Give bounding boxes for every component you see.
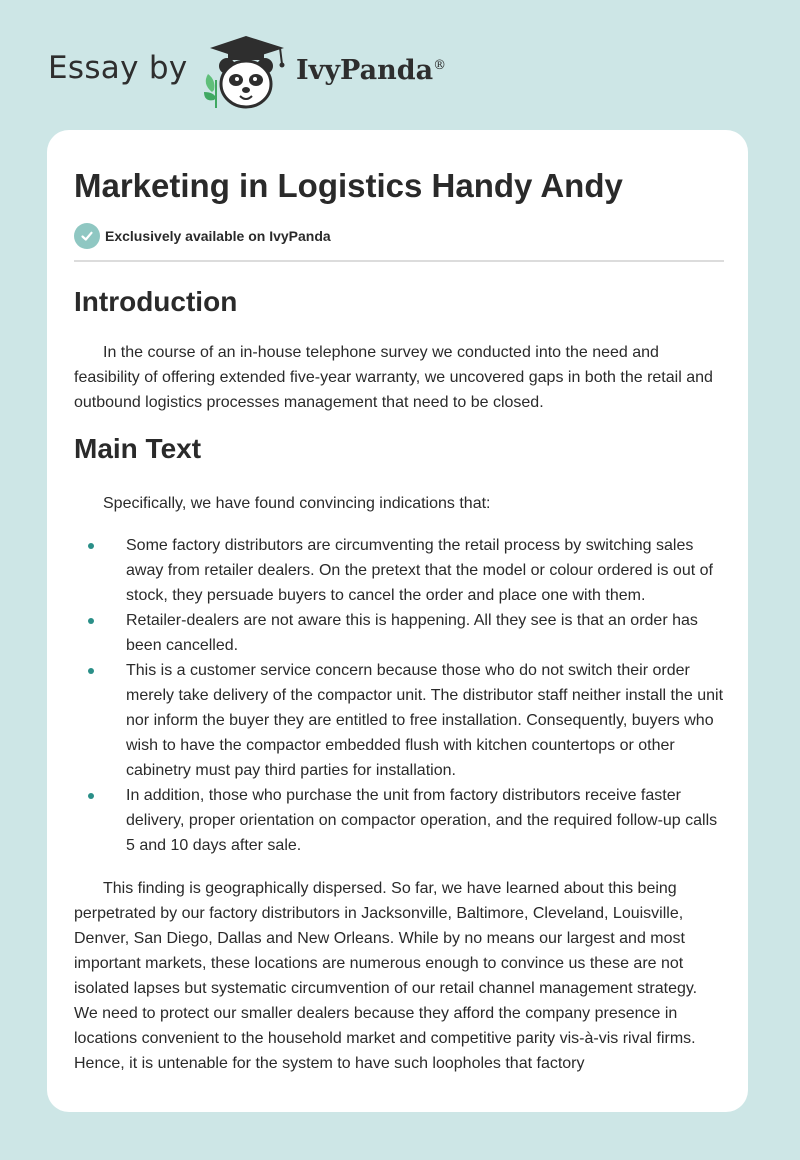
check-icon [74, 223, 100, 249]
brand-name[interactable]: IvyPanda® [296, 55, 447, 86]
page-title: Marketing in Logistics Handy Andy [74, 167, 623, 204]
panda-logo-icon[interactable] [200, 32, 292, 112]
intro-paragraph: In the course of an in-house telephone survey we conducted into the need and feasibility of offering extended five-year warranty, we uncovered gaps in both the retail and outbound logistics processes management that need to be closed. [74, 344, 713, 411]
lead-paragraph: Specifically, we have found convincing indications that: [103, 495, 491, 512]
list-item-text: Some factory distributors are circumventing the retail process by switching sales away from retailer dealers. On the pretext that the model or colour ordered is out of stock, they persuade buyers to cancel the order and place one with them. [126, 537, 713, 604]
findings-paragraph: This finding is geographically dispersed. So far, we have learned about this being perpetrated by our factory distributors in Jacksonville, Baltimore, Cleveland, Louisville, Denver, San Diego, Dallas and New Orleans. While by no means our largest and most important markets, these locations are numerous enough to convince us these are not isolated lapses but systematic circumvention of our retail channel management strategy. We need to protect our smaller dealers because they afford the company presence in locations convenient to the household market and competitive parity vis-à-vis rival firms. Hence, it is untenable for the system to have such loopholes that factory [74, 880, 698, 1072]
findings-list [74, 533, 724, 858]
list-item-text: In addition, those who purchase the unit from factory distributors receive faster delivery, proper orientation on compactor operation, and the required follow-up calls 5 and 10 days after sale. [126, 787, 718, 854]
essay-by-label: Essay by [48, 50, 188, 86]
bullet-icon [88, 618, 94, 624]
essay-card [47, 130, 748, 1112]
site-header [0, 0, 800, 120]
exclusive-label: Exclusively available on IvyPanda [105, 228, 331, 244]
list-item-text: Retailer-dealers are not aware this is happening. All they see is that an order has been cancelled. [126, 612, 698, 654]
list-item [74, 658, 724, 783]
section-heading-introduction: Introduction [74, 286, 238, 317]
list-item [74, 533, 724, 608]
bullet-icon [88, 668, 94, 674]
registered-mark: ® [433, 58, 447, 73]
list-item [74, 783, 724, 858]
exclusive-badge [74, 222, 724, 250]
essay-content [74, 130, 724, 1076]
list-item [74, 608, 724, 658]
bullet-icon [88, 793, 94, 799]
list-item-text: This is a customer service concern because those who do not switch their order merely take delivery of the compactor unit. The distributor staff neither install the unit nor inform the buyer they are entitled to free installation. Consequently, buyers who wish to have the compactor embedded flush with kitchen countertops or other cabinetry must pay third parties for installation. [126, 662, 724, 779]
section-heading-main-text: Main Text [74, 433, 202, 464]
bullet-icon [88, 543, 94, 549]
divider [74, 260, 724, 262]
